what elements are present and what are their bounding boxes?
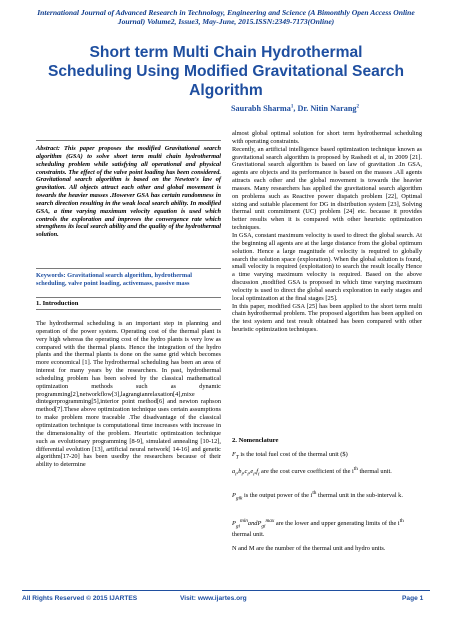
- journal-line-1: International Journal of Advanced Research in Technology, Engineering and Science (A Bimonthly Open Access Online: [37, 8, 415, 17]
- abstract: Abstract: This paper proposes the modified Gravitational search algorithm (GSA) to solve short term multi chain hydrothermal scheduling problem while satisfying all operational and physical constraints. The effect of the valve point loading has been considered. Gravitational search algorithm is based on the Newton's law of gravitation. All objects attract each other and global movement is towards the heavier masses .However GSA has certain randomness in search direction resulting in the weak local search ability. In modified GSA, a time varying maximum velocity equation is used which controls the exploration and improves the convergence rate which strengthens its local search ability and the quality of the hydrothermal solution.: [36, 140, 221, 239]
- right-paragraph-4: In this paper, modified GSA [25] has been applied to the short term multi chain hydrothermal problem. The proposed algorithm has been applied on the test system and test result obtained has been compared with other heuristic optimization techniques.: [232, 302, 422, 334]
- right-paragraph-3: In GSA, constant maximum velocity is used to direct the global search. At the beginning all agents are at the large distance from the global optimum solution. Hence a large magnitude of velocity is required to globally search the solution space (exploration). When the global solution is found, small velocity is required (exploitation) to search the result locally Hence a time varying maximum velocity is required. Based on the above discussion ,modified GSA is proposed in which time varying maximum velocity is used to direct the global search exploration in early stages and local optimization at the final stages [25].: [232, 231, 422, 302]
- author-1: Saurabh Sharma: [231, 104, 291, 113]
- author-2-affil: 2: [356, 104, 359, 110]
- keywords: Keywords: Gravitational search algorithm, hydrothermal scheduling, valve point loading, activemass, passive mass: [36, 268, 221, 288]
- authors: [150, 104, 440, 113]
- nomenclature-item-2-text: are the cost curve coefficient of the i: [261, 468, 354, 476]
- title-line-2: Scheduling Using Modified Gravitational Search: [47, 63, 405, 80]
- nomenclature-item-1-text: is the total fuel cost of the thermal unit ($): [240, 451, 348, 458]
- author-sep: ,: [293, 104, 298, 113]
- nomenclature-item-1: [232, 451, 420, 462]
- author-2: Dr. Nitin Narang: [297, 104, 357, 113]
- nomenclature-item-3-text: is the output power of the i: [243, 492, 313, 500]
- journal-line-2: Journal) Volume2, Issue3, May-June, 2015.ISSN:2349-7173(Online): [117, 17, 335, 26]
- paper-title: [20, 43, 432, 100]
- right-paragraph-1: almost global optimal solution for short term hydrothermal scheduling with operating constraints.: [232, 130, 422, 145]
- nomenclature-item-4-text: are the lower and upper generating limits of the i: [275, 520, 400, 528]
- title-line-3: Algorithm: [189, 82, 263, 99]
- nomenclature-item-3-tail: thermal unit in the sub-interval k.: [318, 492, 403, 500]
- nomenclature-item-2: $a_i,b_i,c_i,e_i,f_i$ are the cost curve coefficient of the $i^{th}$ thermal unit.: [232, 466, 392, 478]
- footer-website[interactable]: Visit: www.ijartes.org: [180, 595, 247, 602]
- symbol-ft-sub: T: [235, 454, 239, 461]
- nomenclature-item-3: $P_{gik}$ is the output power of the $i^{th}$ thermal unit in the sub-interval k.: [232, 490, 403, 502]
- right-column: [232, 130, 422, 334]
- journal-header: [22, 8, 430, 26]
- footer-copyright: All Rights Reserved © 2015 IJARTES: [22, 595, 138, 602]
- symbol-ft: F: [232, 451, 236, 458]
- symbol-pgi-limits: $P_{gi}^{min}andP_{gi}^{max}$: [232, 518, 275, 530]
- nomenclature-item-4: $P_{gi}^{min}andP_{gi}^{max}$ are the lower and upper generating limits of the $i^{th}$ thermal unit.: [232, 518, 404, 539]
- nomenclature-item-2-tail: thermal unit.: [359, 468, 392, 476]
- right-paragraph-2: Recently, an artificial intelligence based optimization technique known as gravitational search algorithm is proposed by Rashedi et al, in 2009 [21]. Gravitational search algorithm is based on law of gravitation .In GSA, agents are objects and its performance is based on the masses .All agents attracts each other and the global movement is towards the heavier masses. Many researchers has applied the gravitational search algorithm on problems such as Reactive power dispatch problem [22], Optimal sizing and suitable placement for DG in distribution system [23], Solving thermal unit commitment (UC) problem [24] etc. because it provides better results when it is compared with other heuristic optimization techniques.: [232, 145, 422, 232]
- nomenclature-item-4-tail: thermal unit.: [232, 531, 265, 539]
- introduction-text: The hydrothermal scheduling is an important step in planning and operation of the power system. Operating cost of the thermal plant is very high whereas the operating cost of the hydro plants is very low as compared with the thermal plants. Hence the integration of the hydro plants and the thermal plants is done on the same grid which becomes more economical [1]. The hydrothermal scheduling has been an area of interest for many years by the researchers. In past, hydrothermal scheduling problem has been solved by the classical mathematical optimization methods such as dynamic programming[2],networkflow[3],lagrangianrelaxation[4],mixe dintegerprogramming[5],interior point method[6] and newton raphson method[7].These above optimization technique uses certain assumptions to make problem more traceable .The disadvantage of the classical optimization technique is computational time increases with increase in the dimensionality of the problem. Heuristic optimization technique such as evolutionary programming [8-9], simulated annealing [10-12], differential evolution [13], artificial neural network[ 14-16] and genetic algorithm[17-20] has been usedby the researchers because of their ability to determine: [36, 320, 221, 469]
- symbol-coefficients: $a_i,b_i,c_i,e_i,f_i$: [232, 468, 260, 478]
- title-line-1: Short term Multi Chain Hydrothermal: [89, 44, 363, 61]
- introduction-heading: 1. Introduction: [36, 297, 221, 310]
- author-1-affil: 1: [290, 104, 294, 110]
- nomenclature-heading: 2. Nomenclature: [232, 437, 279, 444]
- footer-page-number: Page 1: [402, 595, 424, 602]
- nomenclature-item-5: N and M are the number of the thermal unit and hydro units.: [232, 545, 386, 552]
- footer-divider: [22, 590, 430, 591]
- symbol-pgik: $P_{gik}$: [232, 492, 243, 502]
